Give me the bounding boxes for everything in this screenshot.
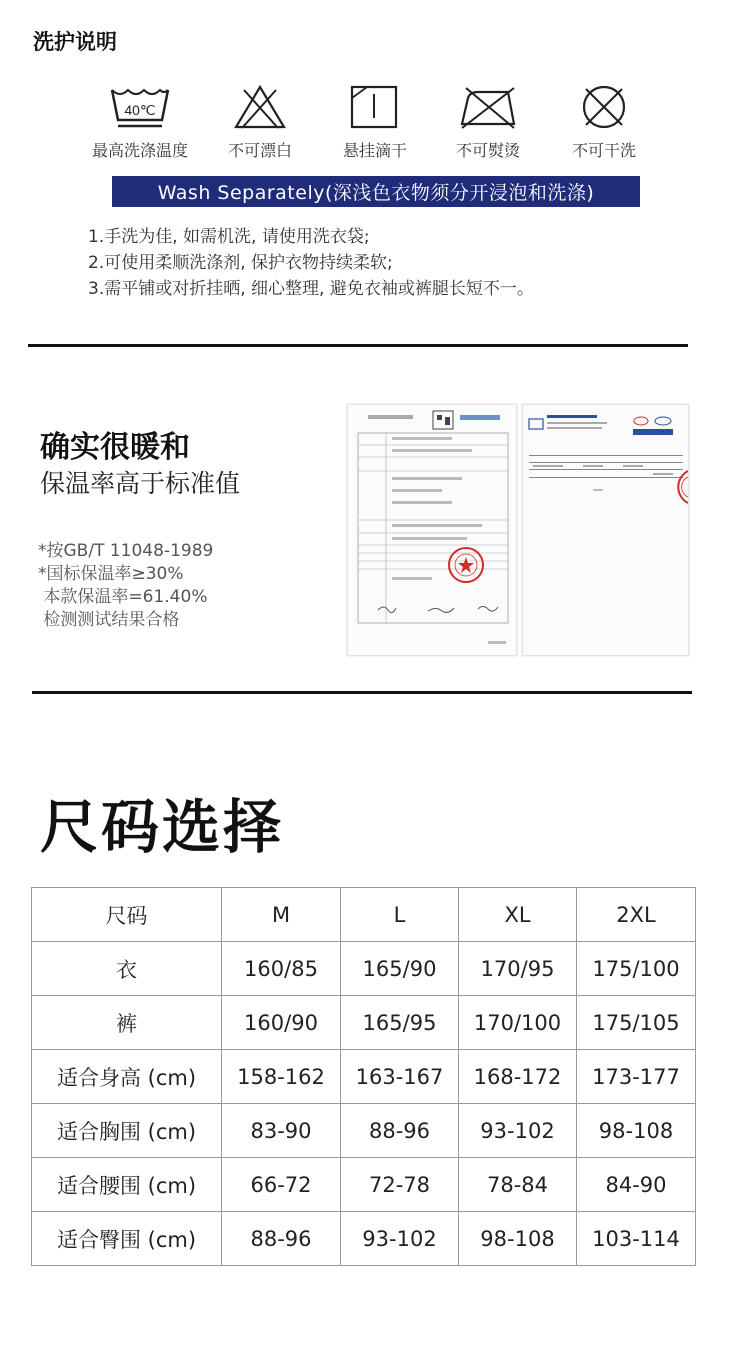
table-cell: 158-162 [222, 1050, 341, 1104]
table-row [32, 1050, 696, 1104]
max-temp-40-icon [108, 84, 172, 130]
table-row [32, 1212, 696, 1266]
warmth-subtitle: 保温率高于标准值 [40, 469, 241, 498]
table-row [32, 996, 696, 1050]
table-cell: 66-72 [222, 1158, 341, 1212]
table-cell: 88-96 [222, 1212, 341, 1266]
table-cell: 168-172 [459, 1050, 577, 1104]
care-item-drip-dry [315, 84, 435, 161]
table-cell: 98-108 [577, 1104, 696, 1158]
care-label: 不可漂白 [227, 141, 292, 160]
table-header-cell: L [341, 888, 459, 942]
table-header-cell: M [222, 888, 341, 942]
table-cell: 173-177 [577, 1050, 696, 1104]
table-row-label: 适合腰围 (cm) [32, 1158, 222, 1212]
table-cell: 170/95 [459, 942, 577, 996]
no-bleach-icon [232, 84, 288, 130]
no-dry-clean-icon [578, 84, 630, 130]
table-cell: 160/85 [222, 942, 341, 996]
warmth-note: 本款保温率=61.40% [38, 587, 208, 607]
care-section-title: 洗护说明 [33, 30, 117, 54]
table-header-cell: XL [459, 888, 577, 942]
table-header-row [32, 888, 696, 942]
no-iron-icon [456, 84, 520, 130]
care-label: 悬挂滴干 [342, 141, 407, 160]
size-table [31, 887, 696, 1266]
table-cell: 160/90 [222, 996, 341, 1050]
care-item-no-iron [428, 84, 548, 161]
table-cell: 165/90 [341, 942, 459, 996]
table-cell: 98-108 [459, 1212, 577, 1266]
care-icon-row [80, 84, 660, 164]
test-report-image [347, 404, 517, 656]
care-label: 不可干洗 [571, 141, 636, 160]
table-header-cell: 尺码 [32, 888, 222, 942]
section-divider [32, 691, 692, 694]
table-cell: 83-90 [222, 1104, 341, 1158]
warmth-note: *按GB/T 11048-1989 [38, 541, 214, 561]
table-cell: 72-78 [341, 1158, 459, 1212]
table-row-label: 衣 [32, 942, 222, 996]
care-item-max-temp [80, 84, 200, 161]
care-notes [88, 224, 534, 302]
svg-text:40℃: 40℃ [124, 102, 156, 118]
care-item-no-bleach [200, 84, 320, 161]
report-document-graphic [523, 405, 688, 655]
table-header-cell: 2XL [577, 888, 696, 942]
table-row [32, 1158, 696, 1212]
care-item-no-dry-clean [544, 84, 664, 161]
table-cell: 165/95 [341, 996, 459, 1050]
report-document-graphic [348, 405, 516, 655]
care-note: 3.需平铺或对折挂晒, 细心整理, 避免衣袖或裤腿长短不一。 [88, 279, 534, 299]
table-row-label: 适合臀围 (cm) [32, 1212, 222, 1266]
size-section-title: 尺码选择 [40, 793, 285, 861]
warmth-note: 检测测试结果合格 [38, 610, 180, 630]
warmth-title: 确实很暖和 [40, 430, 190, 465]
table-cell: 84-90 [577, 1158, 696, 1212]
table-row-label: 裤 [32, 996, 222, 1050]
table-cell: 175/100 [577, 942, 696, 996]
table-cell: 175/105 [577, 996, 696, 1050]
warmth-notes [38, 540, 213, 632]
test-report-image [522, 404, 689, 656]
table-cell: 78-84 [459, 1158, 577, 1212]
table-cell: 163-167 [341, 1050, 459, 1104]
table-cell: 93-102 [459, 1104, 577, 1158]
care-note: 2.可使用柔顺洗涤剂, 保护衣物持续柔软; [88, 253, 393, 273]
warmth-note: *国标保温率≥30% [38, 564, 184, 584]
table-row [32, 942, 696, 996]
table-cell: 93-102 [341, 1212, 459, 1266]
table-row-label: 适合身高 (cm) [32, 1050, 222, 1104]
table-row [32, 1104, 696, 1158]
wash-separately-banner: Wash Separately(深浅色衣物须分开浸泡和洗涤) [112, 176, 640, 207]
table-cell: 103-114 [577, 1212, 696, 1266]
care-label: 最高洗涤温度 [91, 141, 188, 160]
table-row-label: 适合胸围 (cm) [32, 1104, 222, 1158]
section-divider [28, 344, 688, 347]
drip-dry-icon [349, 84, 401, 130]
care-note: 1.手洗为佳, 如需机洗, 请使用洗衣袋; [88, 227, 370, 247]
care-label: 不可熨烫 [455, 141, 520, 160]
table-cell: 170/100 [459, 996, 577, 1050]
table-cell: 88-96 [341, 1104, 459, 1158]
